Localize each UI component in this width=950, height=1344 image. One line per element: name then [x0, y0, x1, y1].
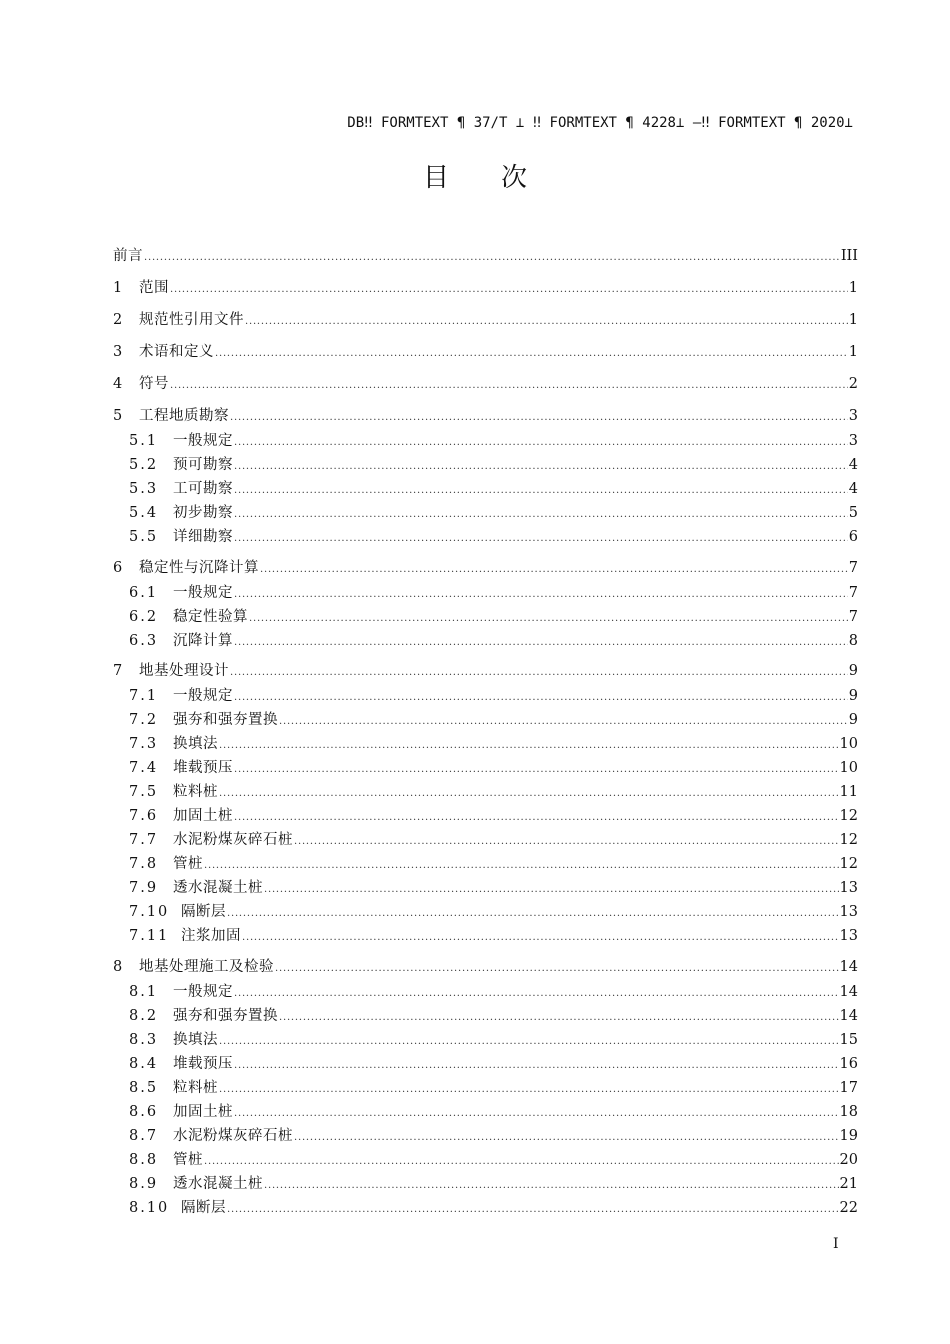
toc-entry[interactable] — [129, 901, 858, 923]
toc-entry[interactable] — [129, 1029, 858, 1051]
toc-leader-dots — [294, 1127, 839, 1149]
toc-entry-page: 21 — [839, 1176, 858, 1192]
toc-entry-number: 7.11 — [129, 928, 170, 944]
toc-entry[interactable] — [129, 805, 858, 827]
toc-entry-page: 4 — [848, 457, 858, 473]
toc-entry-page: 1 — [848, 344, 858, 360]
toc-entry-label: 管桩 — [173, 856, 203, 872]
toc-leader-dots — [234, 807, 839, 829]
toc-leader-dots — [144, 247, 840, 269]
toc-entry-label: 强夯和强夯置换 — [173, 712, 278, 728]
toc-entry[interactable] — [113, 341, 858, 363]
toc-entry-page: 10 — [839, 760, 858, 776]
toc-leader-dots — [170, 279, 848, 301]
toc-entry[interactable] — [129, 925, 858, 947]
toc-entry[interactable] — [129, 606, 858, 628]
toc-entry-number: 8.4 — [129, 1056, 159, 1072]
toc-leader-dots — [219, 735, 839, 757]
toc-entry[interactable] — [113, 245, 858, 267]
toc-entry-label: 工程地质勘察 — [139, 408, 229, 424]
toc-entry-page: 16 — [839, 1056, 858, 1072]
toc-entry[interactable] — [129, 709, 858, 731]
toc-entry-label: 范围 — [139, 280, 169, 296]
toc-entry-page: 15 — [839, 1032, 858, 1048]
toc-leader-dots — [264, 1175, 839, 1197]
toc-entry-number: 7.5 — [129, 784, 159, 800]
toc-entry[interactable] — [129, 526, 858, 548]
toc-leader-dots — [234, 1055, 839, 1077]
toc-entry-number: 7.9 — [129, 880, 159, 896]
toc-leader-dots — [234, 456, 848, 478]
toc-entry-page: 14 — [839, 1008, 858, 1024]
toc-entry-page: 8 — [848, 633, 858, 649]
toc-entry-page: 9 — [848, 688, 858, 704]
toc-entry[interactable] — [113, 956, 858, 978]
toc-entry-number: 5.3 — [129, 481, 159, 497]
toc-entry-label: 工可勘察 — [173, 481, 233, 497]
toc-entry[interactable] — [129, 1101, 858, 1123]
toc-entry[interactable] — [129, 733, 858, 755]
toc-entry-page: 9 — [848, 663, 858, 679]
toc-entry[interactable] — [129, 685, 858, 707]
toc-leader-dots — [264, 879, 839, 901]
toc-leader-dots — [245, 311, 848, 333]
toc-entry-label: 预可勘察 — [173, 457, 233, 473]
toc-entry-label: 水泥粉煤灰碎石桩 — [173, 1128, 293, 1144]
toc-entry-number: 4 — [113, 376, 125, 392]
toc-entry-number: 7.3 — [129, 736, 159, 752]
toc-entry-label: 换填法 — [173, 1032, 218, 1048]
toc-leader-dots — [234, 1103, 839, 1125]
toc-leader-dots — [215, 343, 848, 365]
toc-entry-label: 管桩 — [173, 1152, 203, 1168]
toc-entry-label: 水泥粉煤灰碎石桩 — [173, 832, 293, 848]
toc-entry-label: 隔断层 — [181, 904, 226, 920]
toc-entry-page: 13 — [839, 928, 858, 944]
toc-entry-page: 4 — [848, 481, 858, 497]
toc-entry[interactable] — [129, 781, 858, 803]
toc-leader-dots — [227, 903, 839, 925]
toc-leader-dots — [170, 375, 848, 397]
toc-entry-number: 8.3 — [129, 1032, 159, 1048]
toc-entry[interactable] — [113, 405, 858, 427]
toc-leader-dots — [234, 480, 848, 502]
toc-entry-number: 6 — [113, 560, 125, 576]
toc-entry-page: 14 — [839, 984, 858, 1000]
toc-entry-label: 符号 — [139, 376, 169, 392]
toc-entry[interactable] — [129, 757, 858, 779]
toc-leader-dots — [279, 1007, 839, 1029]
toc-entry-number: 8.1 — [129, 984, 159, 1000]
toc-entry-number: 7.2 — [129, 712, 159, 728]
toc-entry-label: 堆载预压 — [173, 760, 233, 776]
toc-entry[interactable] — [129, 430, 858, 452]
toc-entry-page: 11 — [839, 784, 858, 800]
toc-entry-number: 1 — [113, 280, 125, 296]
toc-entry-page: 7 — [848, 585, 858, 601]
toc-leader-dots — [279, 711, 848, 733]
toc-leader-dots — [294, 831, 839, 853]
toc-entry[interactable] — [129, 582, 858, 604]
toc-entry-label: 透水混凝土桩 — [173, 1176, 263, 1192]
toc-entry[interactable] — [129, 1053, 858, 1075]
toc-entry-page: 12 — [839, 856, 858, 872]
toc-entry-label: 加固土桩 — [173, 1104, 233, 1120]
toc-entry-label: 注浆加固 — [181, 928, 241, 944]
toc-entry-number: 6.1 — [129, 585, 159, 601]
toc-entry[interactable] — [129, 981, 858, 1003]
toc-entry-label: 隔断层 — [181, 1200, 226, 1216]
toc-entry-label: 详细勘察 — [173, 529, 233, 545]
toc-entry-number: 7.4 — [129, 760, 159, 776]
toc-entry-number: 7.7 — [129, 832, 159, 848]
toc-entry-number: 5.2 — [129, 457, 159, 473]
toc-entry-number: 8.9 — [129, 1176, 159, 1192]
toc-entry-label: 稳定性验算 — [173, 609, 248, 625]
toc-leader-dots — [204, 855, 839, 877]
toc-leader-dots — [230, 407, 848, 429]
toc-entry-number: 5.4 — [129, 505, 159, 521]
toc-entry-page: 2 — [848, 376, 858, 392]
toc-entry-page: 19 — [839, 1128, 858, 1144]
toc-entry-page: 9 — [848, 712, 858, 728]
toc-leader-dots — [234, 632, 848, 654]
toc-entry-number: 6.3 — [129, 633, 159, 649]
toc-entry-number: 5.5 — [129, 529, 159, 545]
toc-leader-dots — [249, 608, 848, 630]
toc-entry-page: 13 — [839, 904, 858, 920]
toc-entry-page: 14 — [839, 959, 858, 975]
toc-entry-label: 粒料桩 — [173, 784, 218, 800]
toc-leader-dots — [234, 432, 848, 454]
toc-entry-number: 6.2 — [129, 609, 159, 625]
toc-entry[interactable] — [129, 1173, 858, 1195]
toc-entry[interactable] — [129, 454, 858, 476]
toc-entry-label: 一般规定 — [173, 688, 233, 704]
toc-entry[interactable] — [129, 630, 858, 652]
toc-leader-dots — [234, 687, 848, 709]
toc-entry-number: 8.7 — [129, 1128, 159, 1144]
toc-entry[interactable] — [129, 853, 858, 875]
toc-entry-number: 2 — [113, 312, 125, 328]
toc-leader-dots — [230, 662, 848, 684]
toc-leader-dots — [234, 759, 839, 781]
toc-entry-label: 术语和定义 — [139, 344, 214, 360]
footer-page-number: I — [833, 1236, 839, 1252]
toc-entry[interactable] — [113, 660, 858, 682]
toc-entry-label: 初步勘察 — [173, 505, 233, 521]
toc-entry-page: 18 — [839, 1104, 858, 1120]
toc-entry-number: 7.1 — [129, 688, 159, 704]
toc-entry-label: 透水混凝土桩 — [173, 880, 263, 896]
toc-entry[interactable] — [113, 277, 858, 299]
toc-entry-page: 7 — [848, 560, 858, 576]
toc-entry-label: 规范性引用文件 — [139, 312, 244, 328]
toc-entry-number: 8 — [113, 959, 125, 975]
toc-entry-page: 12 — [839, 808, 858, 824]
toc-leader-dots — [219, 1031, 839, 1053]
toc-entry-page: 10 — [839, 736, 858, 752]
toc-entry-number: 8.5 — [129, 1080, 159, 1096]
toc-entry-page: 1 — [848, 312, 858, 328]
toc-leader-dots — [260, 559, 848, 581]
toc-leader-dots — [204, 1151, 839, 1173]
toc-entry-number: 8.6 — [129, 1104, 159, 1120]
toc-entry-number: 7.6 — [129, 808, 159, 824]
toc-entry-page: 7 — [848, 609, 858, 625]
toc-entry-number: 8.8 — [129, 1152, 159, 1168]
page-title: 目次 — [422, 163, 579, 193]
toc-leader-dots — [275, 958, 839, 980]
toc-entry-page: 20 — [839, 1152, 858, 1168]
toc-leader-dots — [242, 927, 839, 949]
toc-leader-dots — [219, 783, 839, 805]
toc-entry-page: 13 — [839, 880, 858, 896]
toc-entry-page: 3 — [848, 408, 858, 424]
toc-entry[interactable] — [129, 502, 858, 524]
toc-leader-dots — [234, 504, 848, 526]
toc-entry[interactable] — [129, 1149, 858, 1171]
toc-entry-label: 地基处理设计 — [139, 663, 229, 679]
toc-entry-page: 12 — [839, 832, 858, 848]
toc-entry-number: 5 — [113, 408, 125, 424]
toc-leader-dots — [234, 983, 839, 1005]
toc-entry-page: 22 — [839, 1200, 858, 1216]
toc-entry-label: 粒料桩 — [173, 1080, 218, 1096]
toc-entry[interactable] — [113, 373, 858, 395]
toc-entry-label: 加固土桩 — [173, 808, 233, 824]
toc-leader-dots — [219, 1079, 839, 1101]
toc-entry-page: 3 — [848, 433, 858, 449]
toc-entry[interactable] — [129, 1005, 858, 1027]
toc-entry-number: 8.10 — [129, 1200, 170, 1216]
toc-entry-label: 堆载预压 — [173, 1056, 233, 1072]
toc-entry-number: 5.1 — [129, 433, 159, 449]
toc-entry-label: 前言 — [113, 248, 143, 264]
toc-entry[interactable] — [129, 829, 858, 851]
toc-entry[interactable] — [129, 1197, 858, 1219]
toc-entry-label: 沉降计算 — [173, 633, 233, 649]
toc-entry-label: 换填法 — [173, 736, 218, 752]
toc-entry-label: 强夯和强夯置换 — [173, 1008, 278, 1024]
toc-leader-dots — [234, 584, 848, 606]
toc-entry-number: 7.10 — [129, 904, 170, 920]
toc-entry-label: 一般规定 — [173, 433, 233, 449]
toc-entry[interactable] — [129, 478, 858, 500]
toc-leader-dots — [234, 528, 848, 550]
toc-entry-label: 地基处理施工及检验 — [139, 959, 274, 975]
toc-entry-label: 一般规定 — [173, 984, 233, 1000]
toc-entry-page: 1 — [848, 280, 858, 296]
toc-entry[interactable] — [113, 557, 858, 579]
toc-entry[interactable] — [129, 1125, 858, 1147]
toc-entry-page: 17 — [839, 1080, 858, 1096]
toc-entry-page: III — [840, 248, 858, 264]
toc-entry-label: 稳定性与沉降计算 — [139, 560, 259, 576]
toc-entry-number: 8.2 — [129, 1008, 159, 1024]
toc-entry-page: 6 — [848, 529, 858, 545]
toc-entry-page: 5 — [848, 505, 858, 521]
toc-leader-dots — [227, 1199, 839, 1221]
toc-entry[interactable] — [129, 877, 858, 899]
toc-entry-number: 7 — [113, 663, 125, 679]
toc-entry-number: 3 — [113, 344, 125, 360]
toc-entry[interactable] — [113, 309, 858, 331]
toc-entry[interactable] — [129, 1077, 858, 1099]
toc-entry-number: 7.8 — [129, 856, 159, 872]
document-code: DB‼ FORMTEXT ¶ 37/T ⊥ ‼ FORMTEXT ¶ 4228⊥ —‼ FORMTEXT ¶ 2020⊥ — [347, 115, 853, 131]
toc-entry-label: 一般规定 — [173, 585, 233, 601]
